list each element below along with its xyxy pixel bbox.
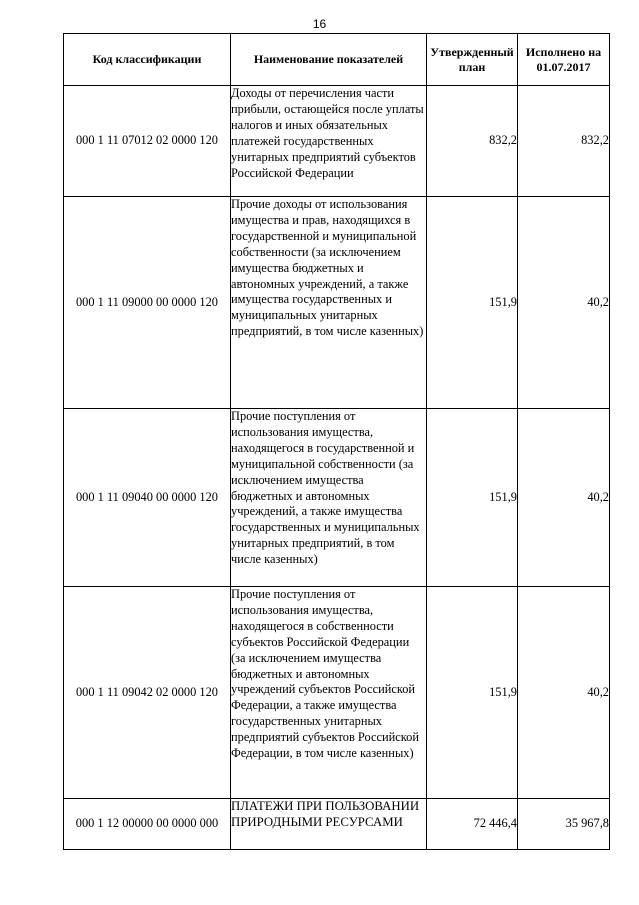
cell-code: 000 1 12 00000 00 0000 000	[64, 799, 231, 850]
cell-plan: 832,2	[427, 86, 518, 197]
table-row	[64, 409, 610, 587]
cell-done: 35 967,8	[518, 799, 610, 850]
header-plan: Утвержденный план	[427, 34, 518, 86]
table-row	[64, 86, 610, 197]
table-row	[64, 197, 610, 409]
cell-plan: 151,9	[427, 197, 518, 409]
header-name: Наименование показателей	[231, 34, 427, 86]
table-row	[64, 587, 610, 799]
header-row	[64, 34, 610, 86]
cell-done: 832,2	[518, 86, 610, 197]
cell-plan: 72 446,4	[427, 799, 518, 850]
cell-done: 40,2	[518, 197, 610, 409]
cell-plan: 151,9	[427, 587, 518, 799]
table-row	[64, 799, 610, 850]
header-code: Код классификации	[64, 34, 231, 86]
cell-plan: 151,9	[427, 409, 518, 587]
cell-name: ПЛАТЕЖИ ПРИ ПОЛЬЗОВАНИИ ПРИРОДНЫМИ РЕСУРСАМИ	[231, 799, 427, 850]
cell-done: 40,2	[518, 587, 610, 799]
cell-name: Доходы от перечисления части прибыли, остающейся после уплаты налогов и иных обязательных платежей государственных унитарных предприятий субъектов Российской Федерации	[231, 86, 427, 197]
budget-table	[63, 33, 610, 850]
cell-code: 000 1 11 09042 02 0000 120	[64, 587, 231, 799]
cell-done: 40,2	[518, 409, 610, 587]
header-done: Исполнено на 01.07.2017	[518, 34, 610, 86]
page-number: 16	[312, 17, 327, 31]
cell-code: 000 1 11 07012 02 0000 120	[64, 86, 231, 197]
cell-code: 000 1 11 09000 00 0000 120	[64, 197, 231, 409]
cell-name: Прочие доходы от использования имущества и прав, находящихся в государственной и муниципальной собственности (за исключением имущества бюджетных и автономных учреждений, а также имущества государственных и муниципальных унитарных предприятий, в том числе казенных)	[231, 197, 427, 409]
cell-name: Прочие поступления от использования имущества, находящегося в государственной и муниципальной собственности (за исключением имущества бюджетных и автономных учреждений, а также имущества государственных и муниципальных унитарных предприятий, в том числе казенных)	[231, 409, 427, 587]
cell-code: 000 1 11 09040 00 0000 120	[64, 409, 231, 587]
cell-name: Прочие поступления от использования имущества, находящегося в собственности субъектов Российской Федерации (за исключением имущества бюджетных и автономных учреждений субъектов Российской Федерации, а также имущества государственных унитарных предприятий субъектов Российской Федерации, в том числе казенных)	[231, 587, 427, 799]
